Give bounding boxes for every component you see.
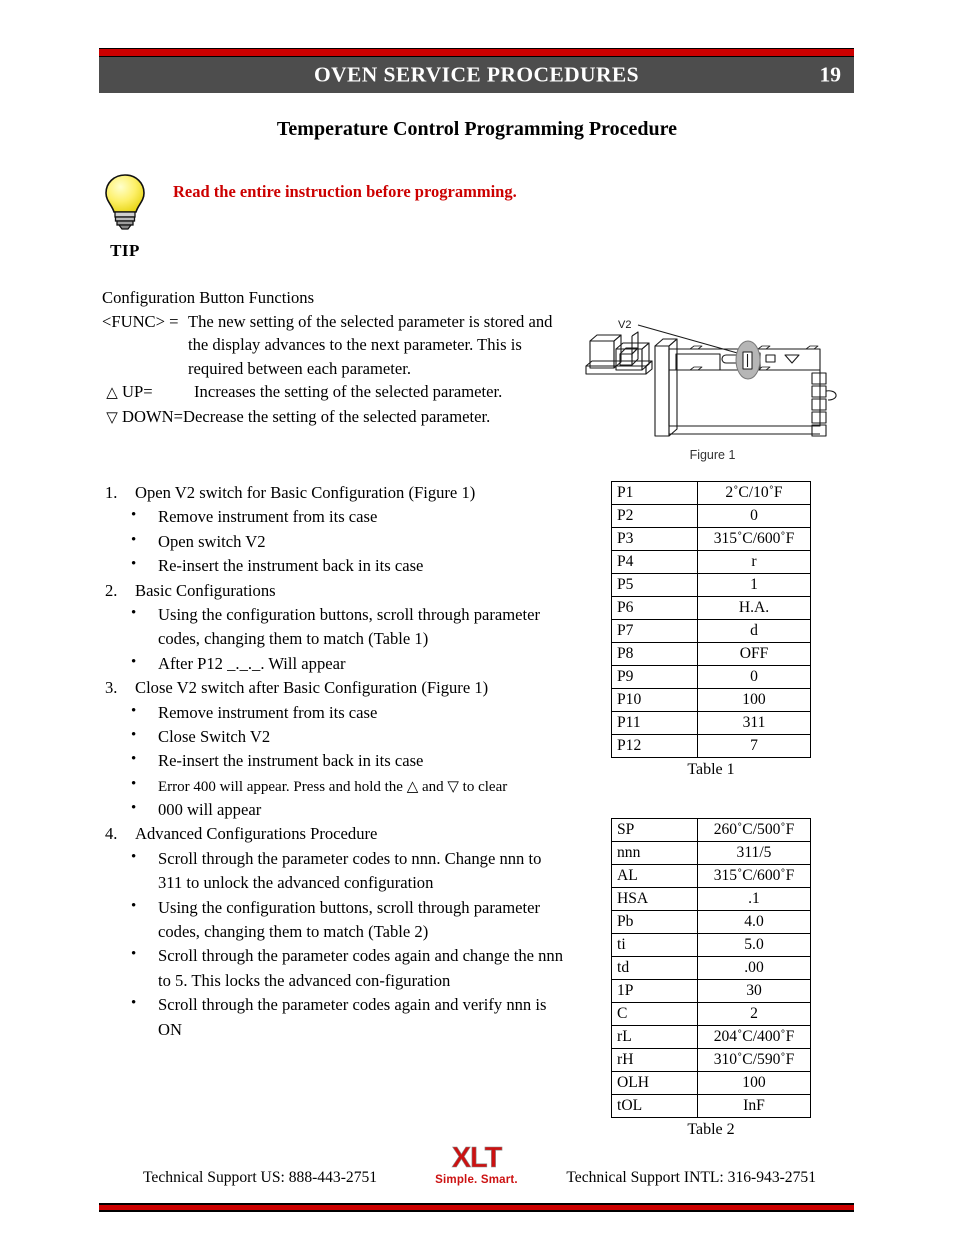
step-4 (102, 822, 567, 846)
table-row (612, 712, 811, 735)
xlt-logo (422, 1144, 532, 1186)
bullet-icon: • (131, 726, 137, 743)
logo-wordmark: XLT (451, 1142, 502, 1174)
bullet-icon: • (131, 556, 137, 573)
triangle-down-icon: ▽ (106, 409, 118, 426)
table-row (612, 1003, 811, 1026)
table-cell-param: P7 (612, 620, 698, 643)
table-cell-value: 7 (698, 735, 811, 758)
list-item (129, 749, 567, 773)
table-cell-value: 310˚C/590˚F (698, 1049, 811, 1072)
table-cell-param: tOL (612, 1095, 698, 1118)
table-row (612, 735, 811, 758)
table-row (612, 957, 811, 980)
table-cell-value: 204˚C/400˚F (698, 1026, 811, 1049)
table-cell-param: P10 (612, 689, 698, 712)
table-cell-param: 1P (612, 980, 698, 1003)
page-footer (99, 1142, 854, 1205)
table-cell-param: ti (612, 934, 698, 957)
step-1-bullets (102, 505, 567, 578)
list-item (129, 847, 567, 896)
list-item (129, 701, 567, 725)
bullet-icon: • (131, 702, 137, 719)
footer-support-intl: Technical Support INTL: 316-943-2751 (566, 1169, 816, 1186)
bullet-icon: • (131, 507, 137, 524)
bullet-icon: • (131, 995, 137, 1012)
table-cell-param: P5 (612, 574, 698, 597)
table-cell-value: OFF (698, 643, 811, 666)
table-cell-param: P4 (612, 551, 698, 574)
list-item-text: Using the configuration buttons, scroll through parameter codes, changing them to match (Table 1) (158, 604, 541, 649)
footer-red-accent-bar (99, 1203, 854, 1212)
table-1-wrapper (611, 481, 811, 779)
table-row (612, 842, 811, 865)
table-row (612, 551, 811, 574)
table-row (612, 643, 811, 666)
table-row (612, 1049, 811, 1072)
table-row (612, 888, 811, 911)
config-func-row (102, 310, 567, 381)
table-cell-param: HSA (612, 888, 698, 911)
table-cell-param: rH (612, 1049, 698, 1072)
table-cell-value: 311 (698, 712, 811, 735)
table-cell-value: 0 (698, 666, 811, 689)
config-down-row (102, 405, 567, 429)
table-row (612, 574, 811, 597)
table-row (612, 819, 811, 842)
table-cell-value: 2˚C/10˚F (698, 482, 811, 505)
step-1-text: Open V2 switch for Basic Configuration (Figure 1) (135, 483, 476, 502)
step-1-number: 1. (105, 483, 118, 502)
table-cell-value: 260˚C/500˚F (698, 819, 811, 842)
configuration-button-functions (102, 286, 567, 429)
list-item-text: Scroll through the parameter codes to nnn. Change nnn to 311 to unlock the advanced configuration (158, 848, 542, 893)
list-item-text: Remove instrument from its case (158, 507, 378, 527)
config-up-definition: Increases the setting of the selected parameter. (194, 382, 503, 402)
table-cell-param: AL (612, 865, 698, 888)
config-heading: Configuration Button Functions (102, 288, 315, 307)
table-cell-param: nnn (612, 842, 698, 865)
table-cell-param: Pb (612, 911, 698, 934)
step-2-bullets (102, 603, 567, 676)
bullet-icon: • (131, 775, 137, 792)
list-item (129, 993, 567, 1042)
procedure-steps (102, 481, 567, 1042)
table-cell-param: P1 (612, 482, 698, 505)
step-3-bullets (102, 701, 567, 823)
table-cell-value: H.A. (698, 597, 811, 620)
table-cell-param: td (612, 957, 698, 980)
lightbulb-icon (100, 172, 150, 234)
table-cell-param: P2 (612, 505, 698, 528)
table-cell-value: 100 (698, 1072, 811, 1095)
step-2 (102, 579, 567, 603)
list-item-text: Scroll through the parameter codes again and change the nnn to 5. This locks the advanced con-figuration (158, 946, 564, 990)
table-cell-value: 5.0 (698, 934, 811, 957)
list-item-text: Error 400 will appear. Press and hold the △ and ▽ to clear (158, 778, 508, 795)
figure-callout-label: V2 (618, 319, 632, 331)
tip-text: Read the entire instruction before programming. (173, 182, 517, 201)
table-row (612, 666, 811, 689)
page-number: 19 (819, 62, 841, 87)
list-item (129, 798, 567, 822)
table-cell-value: 30 (698, 980, 811, 1003)
page-header (99, 48, 854, 93)
table-cell-param: P12 (612, 735, 698, 758)
table-cell-param: P6 (612, 597, 698, 620)
list-item-text: Using the configuration buttons, scroll through parameter codes, changing them to match (Table 2) (158, 897, 541, 942)
figure-1 (580, 308, 845, 468)
table-cell-value: 4.0 (698, 911, 811, 934)
table-row (612, 689, 811, 712)
config-up-row (102, 380, 567, 404)
table-cell-value: 311/5 (698, 842, 811, 865)
table-2 (611, 818, 811, 1118)
step-3 (102, 676, 567, 700)
list-item (129, 725, 567, 749)
bullet-icon: • (131, 604, 137, 621)
step-3-text: Close V2 switch after Basic Configuration (Figure 1) (135, 678, 489, 698)
list-item-text: Re-insert the instrument back in its case (158, 751, 424, 771)
table-cell-param: C (612, 1003, 698, 1026)
table-cell-param: P11 (612, 712, 698, 735)
table-cell-value: InF (698, 1095, 811, 1118)
config-down-term: DOWN= (122, 406, 183, 426)
step-4-bullets (102, 847, 567, 1042)
table-row (612, 934, 811, 957)
table-row (612, 505, 811, 528)
header-red-accent-bar (99, 48, 854, 57)
footer-support-us: Technical Support US: 888-443-2751 (143, 1169, 378, 1186)
config-func-term: <FUNC> = (102, 311, 179, 331)
triangle-up-icon: △ (106, 385, 118, 402)
table-row (612, 620, 811, 643)
table-row (612, 528, 811, 551)
tip-label: TIP (110, 241, 140, 260)
list-item-text: Scroll through the parameter codes again and verify nnn is ON (158, 995, 547, 1039)
table-1-body (612, 482, 811, 758)
step-3-number: 3. (105, 678, 118, 698)
bullet-icon: • (131, 531, 137, 548)
table-2-caption: Table 2 (687, 1121, 735, 1138)
table-cell-value: 315˚C/600˚F (698, 865, 811, 888)
logo-tagline: Simple. Smart. (435, 1174, 518, 1186)
step-4-text: Advanced Configurations Procedure (135, 824, 378, 844)
list-item (129, 652, 567, 676)
list-item-text: Open switch V2 (158, 531, 266, 551)
table-row (612, 865, 811, 888)
table-row (612, 1072, 811, 1095)
table-2-wrapper (611, 818, 811, 1139)
list-item (129, 505, 567, 529)
config-up-term: UP= (122, 382, 153, 402)
step-2-text: Basic Configurations (135, 580, 276, 600)
list-item-text: After P12 _._._. Will appear (158, 653, 346, 673)
list-item (129, 554, 567, 578)
bullet-icon: • (131, 848, 137, 865)
table-cell-value: d (698, 620, 811, 643)
table-1 (611, 481, 811, 758)
table-cell-value: r (698, 551, 811, 574)
table-row (612, 482, 811, 505)
table-cell-value: 2 (698, 1003, 811, 1026)
list-item (129, 944, 567, 993)
table-cell-value: .1 (698, 888, 811, 911)
header-gray-bar (99, 57, 854, 93)
table-row (612, 1095, 811, 1118)
table-cell-value: 100 (698, 689, 811, 712)
table-cell-value: 0 (698, 505, 811, 528)
config-down-definition: Decrease the setting of the selected parameter. (182, 406, 491, 426)
page-title: Temperature Control Programming Procedure (276, 118, 678, 140)
controller-diagram (580, 308, 845, 448)
list-item-text: Close Switch V2 (158, 726, 271, 746)
table-cell-param: P9 (612, 666, 698, 689)
tip-icon-group (98, 172, 152, 261)
list-item (129, 603, 567, 652)
table-row (612, 980, 811, 1003)
table-cell-param: OLH (612, 1072, 698, 1095)
step-2-number: 2. (105, 580, 118, 600)
list-item-text: Re-insert the instrument back in its case (158, 556, 424, 576)
bullet-icon: • (131, 751, 137, 768)
table-cell-param: P8 (612, 643, 698, 666)
table-cell-value: 1 (698, 574, 811, 597)
table-cell-value: .00 (698, 957, 811, 980)
bullet-icon: • (131, 897, 137, 914)
list-item-text: Remove instrument from its case (158, 702, 378, 722)
table-cell-param: rL (612, 1026, 698, 1049)
step-4-number: 4. (105, 824, 118, 844)
table-2-body (612, 819, 811, 1118)
table-cell-value: 315˚C/600˚F (698, 528, 811, 551)
list-item-text: 000 will appear (158, 800, 262, 820)
list-item (129, 774, 567, 798)
step-1 (102, 481, 567, 505)
list-item (129, 896, 567, 945)
table-row (612, 911, 811, 934)
bullet-icon: • (131, 800, 137, 817)
table-row (612, 1026, 811, 1049)
table-row (612, 597, 811, 620)
header-title: OVEN SERVICE PROCEDURES (313, 62, 640, 87)
bullet-icon: • (131, 946, 137, 963)
table-cell-param: P3 (612, 528, 698, 551)
config-func-definition: The new setting of the selected parameter is stored and the display advances to the next parameter. This is required between each parameter. (188, 311, 553, 378)
bullet-icon: • (131, 653, 137, 670)
table-1-caption: Table 1 (687, 761, 735, 778)
list-item (129, 530, 567, 554)
figure-caption: Figure 1 (689, 448, 736, 462)
table-cell-param: SP (612, 819, 698, 842)
